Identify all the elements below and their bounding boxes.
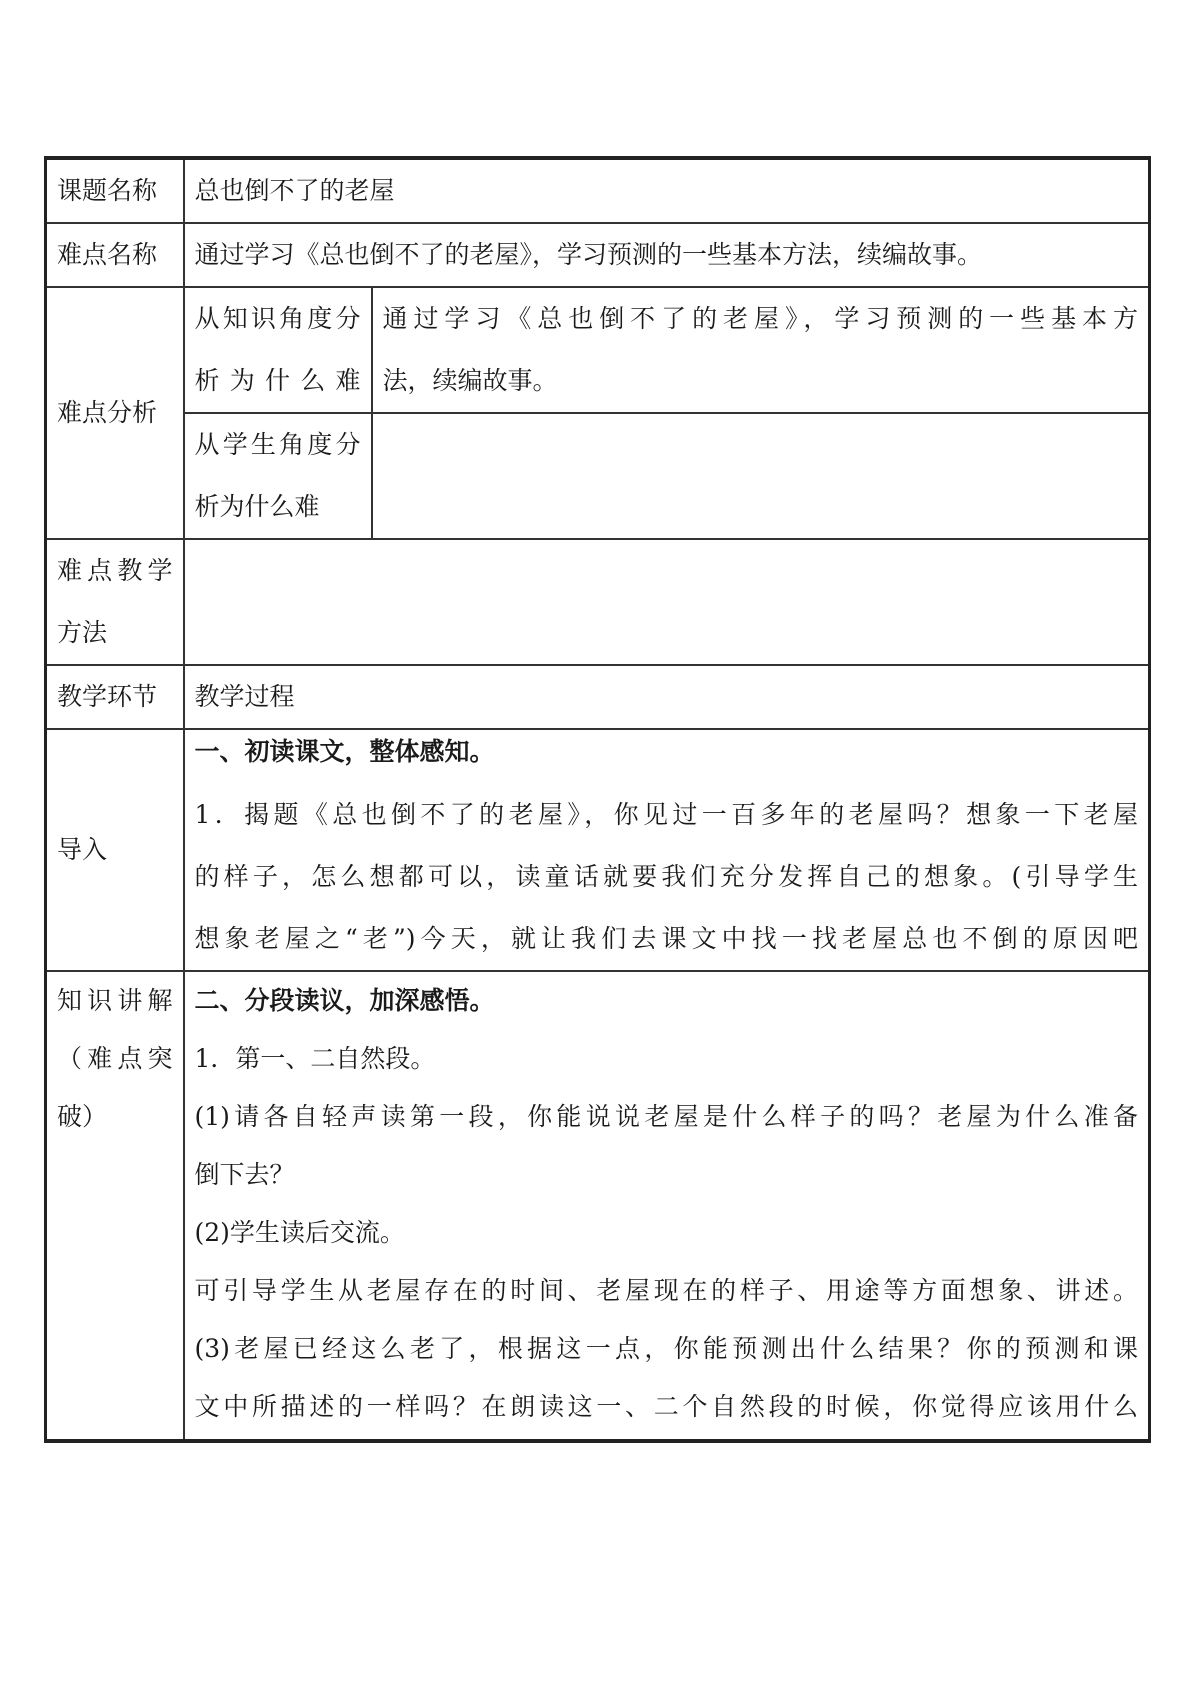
knowledge-line-2: (1)请各自轻声读第一段，你能说说老屋是什么样子的吗？老屋为什么准备 xyxy=(194,1102,1139,1131)
row-difficulty-analysis-student xyxy=(46,413,1150,539)
row-intro xyxy=(46,729,1150,971)
difficulty-analysis-label: 难点分析 xyxy=(46,287,184,539)
topic-label: 课题名称 xyxy=(46,158,184,223)
knowledge-angle-value-line1: 通过学习《总也倒不了的老屋》，学习预测的一些基本方 xyxy=(382,304,1139,333)
intro-label: 导入 xyxy=(46,729,184,971)
teaching-method-value xyxy=(184,539,1150,665)
knowledge-content xyxy=(184,971,1150,1441)
teaching-process-header: 教学过程 xyxy=(184,665,1150,729)
student-angle-value xyxy=(372,413,1150,539)
knowledge-angle-value xyxy=(372,287,1150,413)
row-difficulty-analysis-knowledge xyxy=(46,287,1150,413)
student-angle-label-line2: 析为什么难 xyxy=(194,492,320,521)
row-knowledge xyxy=(46,971,1150,1441)
intro-line-1: 1．揭题《总也倒不了的老屋》，你见过一百多年的老屋吗？想象一下老屋 xyxy=(194,800,1139,829)
student-angle-label xyxy=(184,413,372,539)
row-difficulty-name xyxy=(46,223,1150,287)
intro-line-3: 想象老屋之“老”)今天，就让我们去课文中找一找老屋总也不倒的原因吧 xyxy=(194,924,1139,953)
knowledge-angle-label-line2: 析为什么难 xyxy=(194,366,361,395)
row-teaching-method xyxy=(46,539,1150,665)
knowledge-label-line3: 破） xyxy=(57,1102,108,1131)
difficulty-name-label: 难点名称 xyxy=(46,223,184,287)
knowledge-label-line1: 知识讲解 xyxy=(57,986,173,1015)
knowledge-line-6: (3)老屋已经这么老了，根据这一点，你能预测出什么结果？你的预测和课 xyxy=(194,1334,1139,1363)
row-teaching-header xyxy=(46,665,1150,729)
knowledge-line-4: (2)学生读后交流。 xyxy=(194,1218,405,1247)
teaching-method-label-line1: 难点教学 xyxy=(57,556,173,585)
knowledge-label xyxy=(46,971,184,1441)
knowledge-line-7: 文中所描述的一样吗？在朗读这一、二个自然段的时候，你觉得应该用什么 xyxy=(194,1392,1139,1421)
row-topic xyxy=(46,158,1150,223)
knowledge-angle-label xyxy=(184,287,372,413)
knowledge-label-line2: （难点突 xyxy=(57,1044,173,1073)
knowledge-line-3: 倒下去？ xyxy=(194,1160,295,1189)
intro-heading: 一、初读课文，整体感知。 xyxy=(194,737,495,766)
knowledge-angle-value-line2: 法，续编故事。 xyxy=(382,366,558,395)
student-angle-label-line1: 从学生角度分 xyxy=(194,430,361,459)
teaching-stage-header: 教学环节 xyxy=(46,665,184,729)
difficulty-name-value: 通过学习《总也倒不了的老屋》，学习预测的一些基本方法，续编故事。 xyxy=(184,223,1150,287)
knowledge-angle-label-line1: 从知识角度分 xyxy=(194,304,361,333)
teaching-method-label xyxy=(46,539,184,665)
intro-line-2: 的样子，怎么想都可以，读童话就要我们充分发挥自己的想象。(引导学生 xyxy=(194,862,1139,891)
teaching-method-label-line2: 方法 xyxy=(57,618,108,647)
lesson-plan-table xyxy=(44,156,1151,1443)
knowledge-heading: 二、分段读议，加深感悟。 xyxy=(194,986,495,1015)
topic-value: 总也倒不了的老屋 xyxy=(184,158,1150,223)
intro-content xyxy=(184,729,1150,971)
knowledge-line-5: 可引导学生从老屋存在的时间、老屋现在的样子、用途等方面想象、讲述。 xyxy=(194,1276,1139,1305)
knowledge-line-1: 1．第一、二自然段。 xyxy=(194,1044,436,1073)
